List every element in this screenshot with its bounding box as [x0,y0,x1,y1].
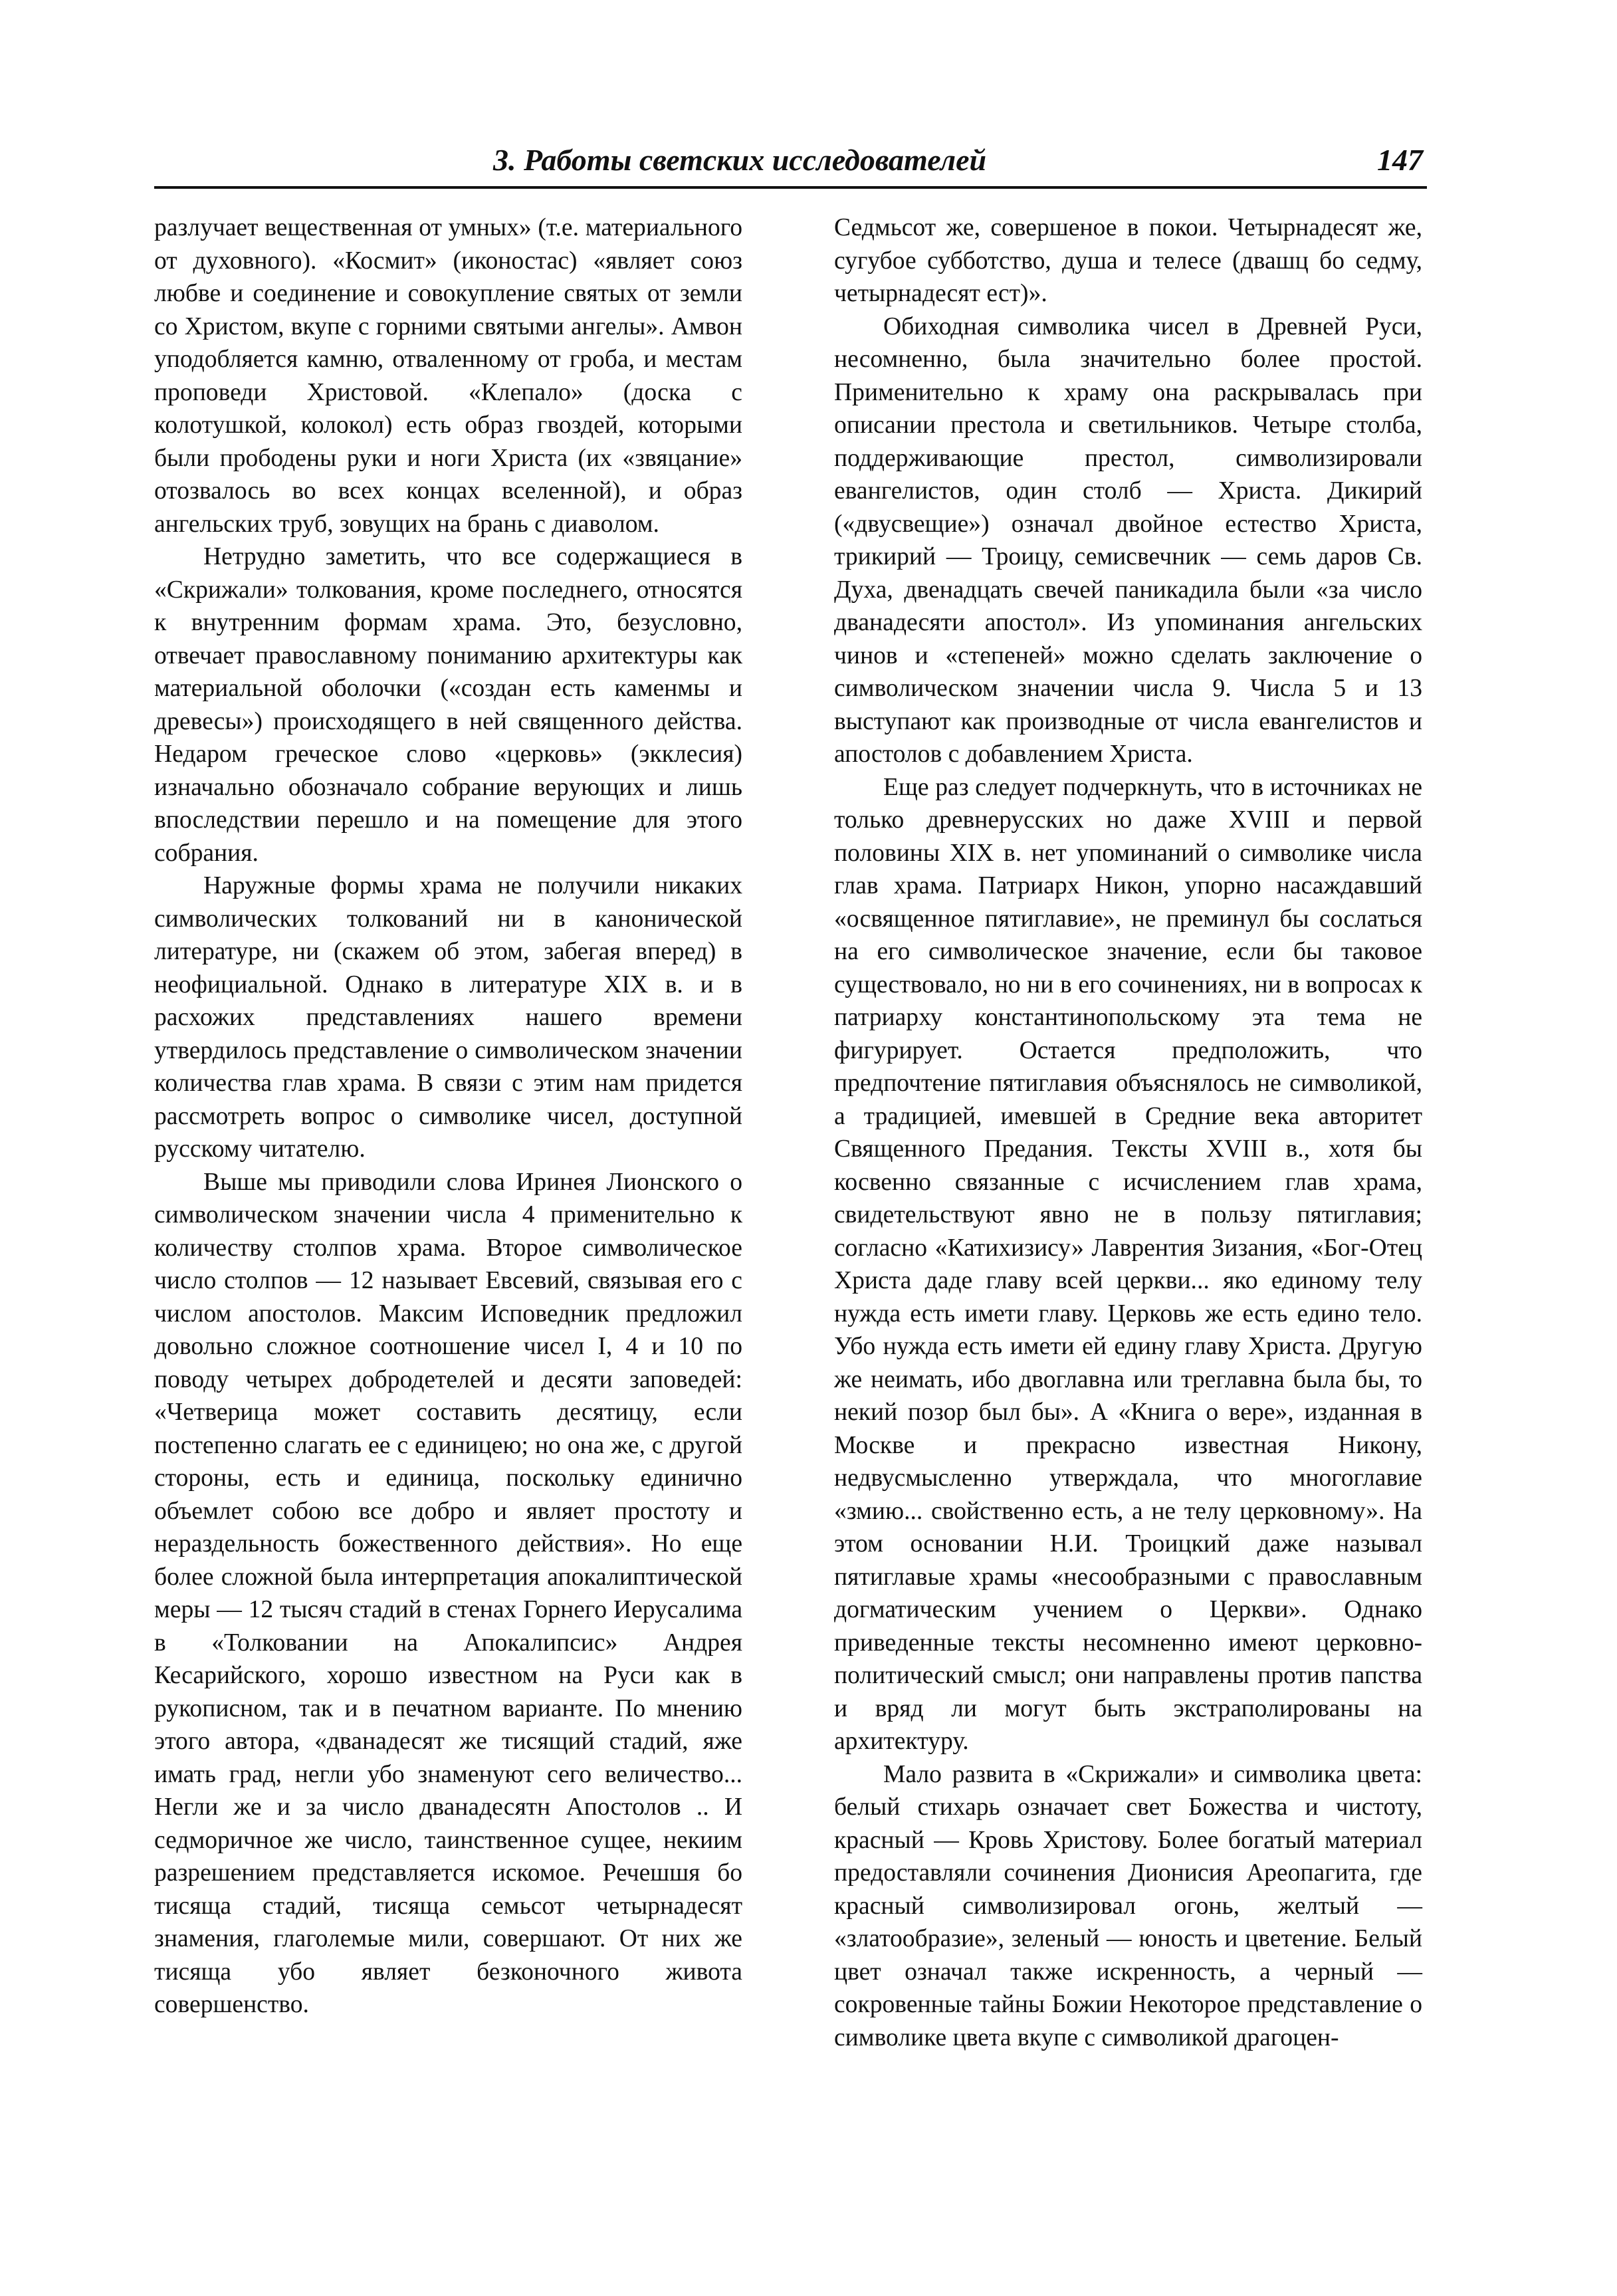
paragraph: Выше мы приводили слова Иринея Лионского о символическом значении числа 4 применительно к количеству столпов храма. Второе символическое число столпов — 12 называет Евсевий, связывая его с числом апостолов. Максим Исповедник предложил довольно сложное соотношение чисел I, 4 и 10 по поводу четырех добродетелей и десяти заповедей: «Четверица может составить десятицу, если постепенно слагать ее с единицею; но она же, с другой стороны, есть и единица, поскольку единично объемлет собою все добро и являет простоту и нераздельность божественного действия». Но еще более сложной была интерпретация апокалиптической меры — 12 тысяч стадий в стенах Горнего Иерусалима в «Толковании на Апокалипсис» Андрея Кесарийского, хорошо известном на Руси как в рукописном, так и в печатном варианте. По мнению этого автора, «дванадесят же тисящий стадий, яже имать град, негли убо знаменуют сего величество... Негли же и за число дванадесятн Апостолов .. И седморичное же число, таинственное сущее, некиим разрешением представляется искомое. Речешшя бо тисяща стадий, тисяща семьсот четырнадесят знамения, глаголемые мили, совершают. От них же тисяща убо являет безконочного живота совершенство. [154,1168,742,2018]
paragraph: Мало развита в «Скрижали» и символика цвета: белый стихарь означает свет Божества и чистоту, красный — Кровь Христову. Более богатый материал предоставляли сочинения Дионисия Ареопагита, где красный символизировал огонь, желтый — «златообразие», зеленый — юность и цветение. Белый цвет означал также искренность, а черный — сокровенные тайны Божии Некоторое представление о символике цвета вкупе с символикой драгоцен- [834,1760,1422,2051]
paragraph: Наружные формы храма не получили никаких символических толкований ни в канонической литературе, ни (скажем об этом, забегая вперед) в неофициальной. Однако в литературе XIX в. и в расхожих представлениях нашего времени утвердилось представление о символическом значении количества глав храма. В связи с этим нам придется рассмотреть вопрос о символике чисел, доступной русскому читателю. [154,872,742,1163]
running-header [154,133,1427,189]
paragraph: Еще раз следует подчеркнуть, что в источниках не только древнерусских но даже XVIII и первой половины XIX в. нет упоминаний о символике числа глав храма. Патриарх Никон, упорно насаждавший «освященное пятиглавие», не преминул бы сослаться на его символическое значение, если бы таковое существовало, но ни в его сочинениях, ни в вопросах к патриарху константинопольскому эта тема не фигурирует. Остается предположить, что предпочтение пятиглавия объяснялось не символикой, а традицией, имевшей в Средние века авторитет Священного Предания. Тексты XVIII в., хотя бы косвенно связанные с исчислением глав храма, свидетельствуют явно не в пользу пятиглавия; согласно «Катихизису» Лаврентия Зизания, «Бог-Отец Христа даде главу всей церкви... яко единому телу нужда есть имети главу. Церковь же есть едино тело. Убо нужда есть имети ей едину главу Христа. Другую же неимать, ибо двоглавна или треглавна была бы, то некий позор был бы». А «Книга о вере», изданная в Москве и прекрасно известная Никону, недвусмысленно утверждала, что многоглавие «змию... свойственно есть, а не телу церковному». На этом основании Н.И. Троицкий даже называл пятиглавые храмы «несообразными с православным догматическим учением о Церкви». Однако приведенные тексты несомненно имеют церковно-политический смысл; они направлены против папства и вряд ли могут быть экстраполированы на архитектуру. [834,773,1422,1755]
paragraph: Седмьсот же, совершеное в покои. Четырнадесят же, сугубое субботство, душа и телесе (двашц бо седму, четырнадесят ест)». [834,214,1422,307]
right-column [834,211,1422,2054]
paragraph: Нетрудно заметить, что все содержащиеся в «Скрижали» толкования, кроме последнего, относятся к внутренним формам храма. Это, безусловно, отвечает православному пониманию архитектуры как материальной оболочки («создан есть каменмы и древесы») происходящего в ней священного действа. Недаром греческое слово «церковь» (экклесия) изначально обозначало собрание верующих и лишь впоследствии перешло и на помещение для этого собрания. [154,543,742,867]
left-column [154,211,742,2021]
paragraph: Обиходная символика чисел в Древней Руси, несомненно, была значительно более простой. Применительно к храму она раскрывалась при описании престола и светильников. Четыре столба, поддерживающие престол, символизировали евангелистов, один столб — Христа. Дикирий («двусвещие») означал двойное естество Христа, трикирий — Троицу, семисвечник — семь даров Св. Духа, двенадцать свечей паникадила были «за число дванадесяти апостол». Из упоминания ангельских чинов и «степеней» можно сделать заключение о символическом значении числа 9. Числа 5 и 13 выступают как производные от числа евангелистов и апостолов с добавлением Христа. [834,312,1422,768]
paragraph: разлучает вещественная от умных» (т.е. материального от духовного). «Космит» (иконостас) «являет союз любве и соединение и совокупление святых от земли со Христом, вкупе с горними святыми ангелы». Амвон уподобляется камню, отваленному от гроба, и местам проповеди Христовой. «Клепало» (доска с колотушкой, колокол) есть образ гвоздей, которыми были прободены руки и ноги Христа (их «звяцание» отозвалось во всех концах вселенной), и образ ангельских труб, зовущих на брань с диаволом. [154,214,742,538]
running-title: 3. Работы светских исследователей [493,143,987,177]
page-number: 147 [1377,143,1423,177]
